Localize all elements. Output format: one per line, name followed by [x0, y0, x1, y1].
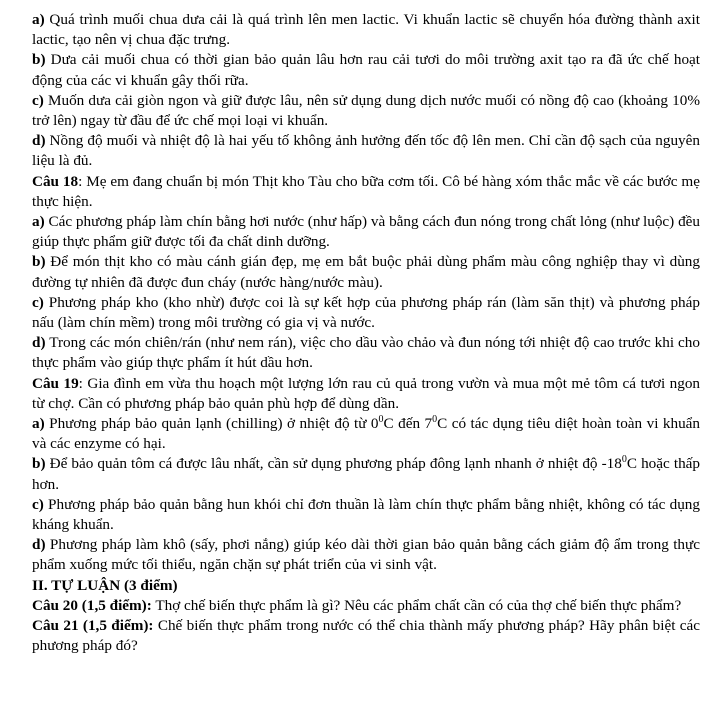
question-label: Câu 20 (1,5 điểm): [32, 596, 152, 614]
question-text: Chế biến thực phẩm trong nước có thể chia thành mấy phương pháp? Hãy phân biệt các phương pháp đó? [32, 617, 700, 655]
option-label: b) [32, 51, 46, 69]
q17-option-a [32, 10, 700, 50]
section-heading: II. TỰ LUẬN (3 điểm) [32, 576, 178, 594]
option-label: b) [32, 253, 46, 271]
option-text: Các phương pháp làm chín bằng hơi nước (như hấp) và bằng cách đun nóng trong chất lỏng (như luộc) đều giúp thực phẩm giữ được tối đa chất dinh dưỡng. [32, 213, 700, 251]
option-label: d) [32, 132, 46, 150]
option-text: Phương pháp bảo quản lạnh (chilling) ở nhiệt độ từ 0 [44, 415, 379, 433]
q19-option-a [32, 414, 700, 454]
q18-option-a [32, 212, 700, 252]
option-text: Nồng độ muối và nhiệt độ là hai yếu tố không ảnh hưởng đến tốc độ lên men. Chỉ cần độ sạch của nguyên liệu là đủ. [32, 132, 700, 170]
degree-superscript: 0 [621, 454, 627, 466]
option-text: C đến 7 [383, 415, 433, 433]
q17-option-d [32, 131, 700, 171]
q18-stem [32, 172, 700, 212]
question-text: : Gia đình em vừa thu hoạch một lượng lớn rau củ quả trong vườn và mua một mẻ tôm cá tươi ngon từ chợ. Cần có phương pháp bảo quản phù hợp để dùng dần. [32, 374, 701, 412]
option-label: c) [32, 293, 44, 311]
option-label: c) [32, 91, 44, 109]
option-text: Dưa cải muối chua có thời gian bảo quản lâu hơn rau cải tươi do môi trường axit tạo ra đã ức chế hoạt động của các vi khuẩn gây thối rữa. [32, 51, 700, 89]
q17-option-c [32, 91, 700, 131]
q19-stem [32, 374, 700, 414]
option-label: d) [32, 536, 46, 554]
option-text: Để món thịt kho có màu cánh gián đẹp, mẹ em bắt buộc phải dùng phẩm màu công nghiệp thay vì dùng đường tự nhiên đã được đun cháy (nước hàng/nước màu). [32, 253, 700, 291]
option-text: Phương pháp kho (kho nhừ) được coi là sự kết hợp của phương pháp rán (làm săn thịt) và phương pháp nấu (làm chín mềm) trong môi trường có gia vị và nước. [32, 293, 700, 332]
option-label: a) [32, 213, 45, 231]
question-label: Câu 19 [32, 374, 79, 392]
option-text: Trong các món chiên/rán (như nem rán), việc cho dầu vào chảo và đun nóng tới nhiệt độ cao trước khi cho thực phẩm vào giúp thực phẩm ít hút dầu hơn. [32, 334, 700, 372]
q19-option-d [32, 535, 700, 575]
option-text: Muốn dưa cải giòn ngon và giữ được lâu, nên sử dụng dung dịch nước muối có nồng độ cao (khoảng 10% trở lên) ngay từ đầu để ức chế mọi loại vi khuẩn. [32, 91, 700, 130]
option-text: Quá trình muối chua dưa cải là quá trình lên men lactic. Vi khuẩn lactic sẽ chuyển hóa đường thành axit lactic, tạo nên vị chua đặc trưng. [32, 11, 700, 49]
option-text: Phương pháp bảo quản bằng hun khói chỉ đơn thuần là làm chín thực phẩm bằng nhiệt, không có tác dụng kháng khuẩn. [32, 495, 700, 534]
question-text: : Mẹ em đang chuẩn bị món Thịt kho Tàu cho bữa cơm tối. Cô bé hàng xóm thắc mắc về các bước mẹ thực hiện. [32, 172, 700, 210]
option-label: a) [32, 415, 45, 433]
option-label: d) [32, 334, 46, 352]
q21 [32, 616, 700, 656]
option-label: b) [32, 455, 46, 473]
q18-option-b [32, 252, 700, 292]
question-label: Câu 18 [32, 172, 79, 190]
option-text: Phương pháp làm khô (sấy, phơi nắng) giúp kéo dài thời gian bảo quản bằng cách giảm độ ẩm trong thực phẩm xuống mức tối thiểu, ngăn chặn sự phát triển của vi sinh vật. [32, 536, 700, 574]
q19-option-b [32, 454, 700, 494]
option-text: Để bảo quản tôm cá được lâu nhất, cần sử dụng phương pháp đông lạnh nhanh ở nhiệt độ -18 [45, 455, 622, 473]
q18-option-d [32, 333, 700, 373]
q19-option-c [32, 495, 700, 535]
q17-option-b [32, 50, 700, 90]
question-text: Thợ chế biến thực phẩm là gì? Nêu các phẩm chất cần có của thợ chế biến thực phẩm? [151, 596, 682, 614]
option-label: a) [32, 11, 45, 28]
option-text: C có tác dụng tiêu diệt hoàn toàn vi khuẩn và các enzyme có hại. [32, 415, 700, 453]
option-text: C hoặc thấp hơn. [32, 455, 700, 493]
q20 [32, 596, 700, 616]
degree-superscript: 0 [432, 414, 438, 426]
degree-superscript: 0 [378, 414, 384, 426]
option-label: c) [32, 495, 44, 513]
q18-option-c [32, 293, 700, 333]
question-label: Câu 21 (1,5 điểm): [32, 617, 154, 635]
